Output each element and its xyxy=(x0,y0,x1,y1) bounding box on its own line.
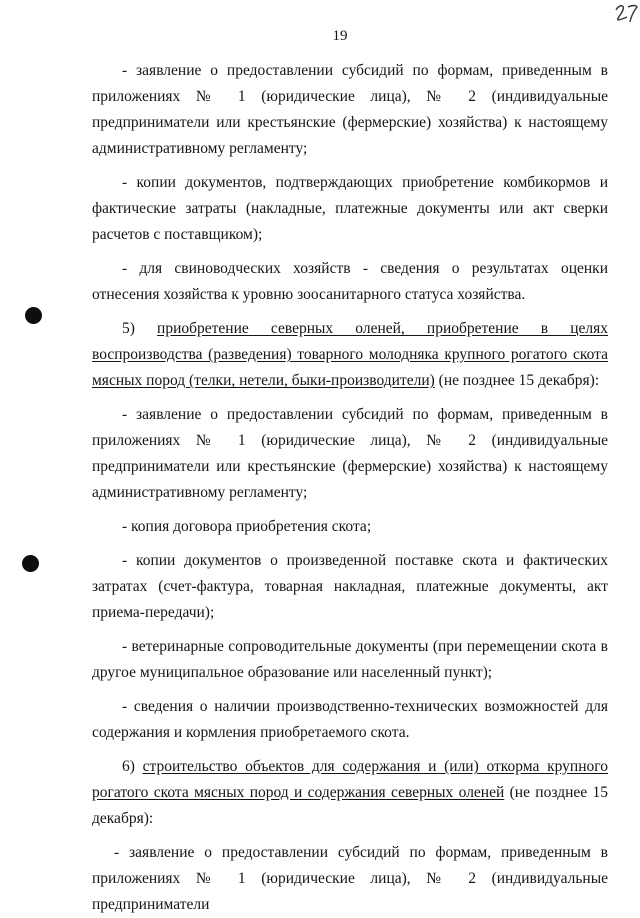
paragraph-text: - копии документов, подтверждающих приобретение комбикормов и фактические затраты (накладные, платежные документы или акт сверки расчетов с поставщиком); xyxy=(92,174,608,243)
paragraph-text: - копия договора приобретения скота; xyxy=(122,518,372,535)
paragraph xyxy=(92,58,608,162)
paragraph xyxy=(92,634,608,686)
paragraph xyxy=(92,840,608,918)
paragraph-text: - заявление о предоставлении субсидий по формам, приведенным в приложениях № 1 (юридические лица), № 2 (индивидуальные предприниматели xyxy=(92,844,608,913)
punch-hole xyxy=(25,307,42,324)
punch-hole xyxy=(22,555,39,572)
underlined-heading: строительство объектов для содержания и (или) откорма крупного рогатого скота мясных пород и содержания северных оленей xyxy=(92,758,608,801)
paragraph-text: - ветеринарные сопроводительные документы (при перемещении скота в другое муниципальное образование или населенный пункт); xyxy=(92,638,608,681)
paragraph xyxy=(92,256,608,308)
paragraph-text: (не позднее 15 декабря): xyxy=(434,372,600,389)
paragraph-text: (не позднее 15 декабря): xyxy=(92,784,608,827)
paragraph xyxy=(92,514,608,540)
paragraph xyxy=(92,316,608,394)
paragraph-text: 5) xyxy=(122,320,158,337)
paragraph-text: - копии документов о произведенной поставке скота и фактических затратах (счет-фактура, товарная накладная, платежные документы, акт приема-передачи); xyxy=(92,552,608,621)
document-body xyxy=(92,58,608,918)
paragraph-text: - сведения о наличии производственно-технических возможностей для содержания и кормления приобретаемого скота. xyxy=(92,698,608,741)
paragraph-text: - заявление о предоставлении субсидий по формам, приведенным в приложениях № 1 (юридические лица), № 2 (индивидуальные предприниматели или крестьянские (фермерские) хозяйства) к настоящему административному регламенту; xyxy=(92,62,608,157)
underlined-heading: приобретение северных оленей, приобретение в целях воспроизводства (разведения) товарного молодняка крупного рогатого скота мясных пород (телки, нетели, быки-производители) xyxy=(92,320,608,389)
paragraph-text: - заявление о предоставлении субсидий по формам, приведенным в приложениях № 1 (юридические лица), № 2 (индивидуальные предприниматели или крестьянские (фермерские) хозяйства) к настоящему административному регламенту; xyxy=(92,406,608,501)
handwritten-page-number xyxy=(612,0,640,28)
page-number: 19 xyxy=(332,28,348,44)
paragraph xyxy=(92,170,608,248)
paragraph xyxy=(92,754,608,832)
paragraph-text: - для свиноводческих хозяйств - сведения о результатах оценки отнесения хозяйства к уровню зоосанитарного статуса хозяйства. xyxy=(92,260,608,303)
paragraph-text: 6) xyxy=(122,758,143,775)
paragraph xyxy=(92,548,608,626)
paragraph xyxy=(92,402,608,506)
paragraph xyxy=(92,694,608,746)
